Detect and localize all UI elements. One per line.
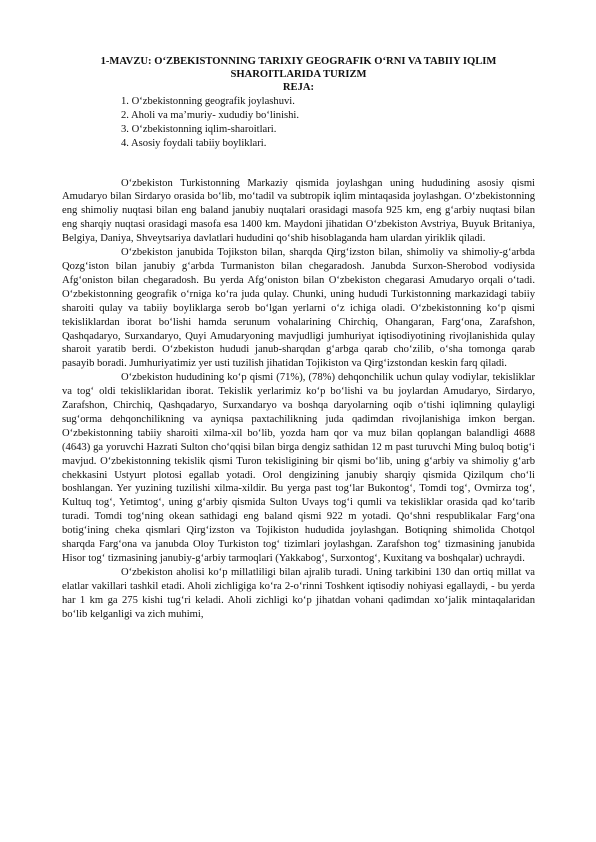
document-title: 1-MAVZU: O‘ZBEKISTONNING TARIXIY GEOGRAFIK O‘RNI VA TABIIY IQLIM SHAROITLARIDA TURIZM [100, 56, 497, 80]
plan-heading: REJA: [282, 82, 315, 93]
document-page [62, 55, 535, 622]
body-paragraph: O‘zbekiston Turkistonning Markaziy qismida joylashgan uning hududining asosiy qismi Amudaryo bilan Sirdaryo orasida bo‘lib, mo‘tadil va subtropik iqlim mintaqasida joylashgan. O‘zbekistonning eng shimoliy nuqtasi bilan eng baland janubiy nuqtalari orasidagi masofa 925 km, eng g‘arbiy nuqtasi bilan eng sharqiy nuqtasi orasidagi masofa esa 1400 km. Maydoni jihatidan O‘zbekiston Avstriya, Buyuk Britaniya, Belgiya, Daniya, Shveytsariya davlatlari hududini qo‘shib hisoblaganda ham ulardan yiriklik qiladi. [62, 177, 535, 245]
section-spacer [62, 151, 535, 177]
body-paragraph: O‘zbekiston aholisi ko‘p millatliligi bilan ajralib turadi. Uning tarkibini 130 dan ortiq millat va elatlar vakillari tashkil etadi. Aholi zichligiga ko‘ra 2-o‘rinni Toshkent iqtisodiy nohiyasi egallaydi, - bu yerda har 1 km ga 275 kishi tug‘ri keladi. Aholi zichligi ko‘p jihatdan vohani qadimdan xo‘jalik mintaqalaridan bo‘lib kelganligi va zich muhimi, [62, 566, 535, 620]
plan-item: 1. O‘zbekistonning geografik joylashuvi. [121, 95, 295, 107]
body-paragraph: O‘zbekiston hududining ko‘p qismi (71%), (78%) dehqonchilik uchun qulay vodiylar, tekisliklar va tog‘ oldi tekisliklaridan iborat. Tekislik yerlarimiz ko‘p bo‘lishi va bu joylardan Amudaryo, Sirdaryo, Zarafshon, Chirchiq, Qashqadaryo, Surxandaryo va boshqa daryolarning oqib o‘tishi iqlimning qulayligi sug‘orma dehqonchilikning va ayniqsa paxtachilikning juda qadimdan rivojlanishiga imkon bergan. O‘zbekistonning tabiiy sharoiti xilma-xil bo‘lib, yozda ham qor va muz bilan qoplangan balandligi 4688 (4643) ga yoruvchi Hazrati Sulton cho‘qqisi bilan birga dengiz sathidan 12 m past turuvchi Ming buloq botig‘i mavjud. O‘zbekistonning tekislik qismi Turon tekisligining bir qismi bo‘lib, uning g‘arbiy va shimoliy g‘arb chekkasini Ustyurt plotosi egallab yotadi. Orol dengizining janubiy sharqiy qismida Qizilqum cho‘li boshlangan. Yer yuzining tuzilishi xilma-xildir. Bu yerga past tog‘lar Bukontog‘, Tomdi tog‘, Ovmirza tog‘, Kultuq tog‘, Yetimtog‘, uning g‘arbiy qismida Sulton Uvays tog‘i qumli va tekisliklar orasida qad ko‘tarib turadi. Tomdi tog‘ning okean sathidagi eng baland qismi 922 m yotadi. Qo‘shni respublikalar Farg‘ona botig‘ining cheka qismlari Qirg‘izston va Tojikiston hududida joylashgan. Botiqning shimolida Chotqol sharqda Farg‘ona va janubda Oloy Turkiston tog‘ tizimlari joylashgan. Zarafshon tog‘ tizmasining janubida Hisor tog‘ tizmasining janubiy-g‘arbiy tarmoqlari (Yakkabog‘, Surxontog‘, Kuxitang va boshqalar) uchraydi. [62, 372, 535, 564]
plan-item: 3. O‘zbekistonning iqlim-sharoitlari. [121, 123, 277, 135]
plan-list [121, 95, 535, 151]
plan-item: 2. Aholi va ma’muriy- xududiy bo‘linishi. [121, 109, 300, 121]
plan-item: 4. Asosiy foydali tabiiy boyliklari. [121, 137, 267, 149]
body-paragraph: O‘zbekiston janubida Tojikston bilan, sharqda Qirg‘izston bilan, shimoliy va shimoliy-g‘arbda Qozg‘iston bilan janubiy g‘arbda Turmaniston bilan chegaradosh. Janubda Surxon-Sherobod vodiysida Afg‘oniston bilan chegaradosh. Bu yerda Afg‘oniston bilan O‘zbekiston chegarasi Amudaryo orqali o‘tadi. O‘zbekistonning geografik o‘rniga ko‘ra juda qulay. Chunki, uning hududi Turkistonning markazidagi tabiiy sharoiti qulay va tabiiy boyliklarga serob bo‘lgan yerlarni o‘z ichiga oladi. O‘zbekistonning ko‘p qismi tekisliklardan iborat bo‘lishi hamda serunum vohalarining Chirchiq, Ohangaran, Farg‘ona, Zarafshon, Qashqadaryo, Surxandaryo, Quyi Amudaryoning mavjudligi jumhuriyat iqtisodiyotining rivojlanishida qulay sharoit yaratib berdi. O‘zbekiston hududi janub-sharqdan g‘arbga qarab cho‘zilib, o‘sha tomonga qarab pasayib boradi. Jumhuriyatimiz yer usti tuzilish jihatidan Tojikiston va Qirg‘izstondan keskin farq qiladi. [62, 247, 535, 370]
